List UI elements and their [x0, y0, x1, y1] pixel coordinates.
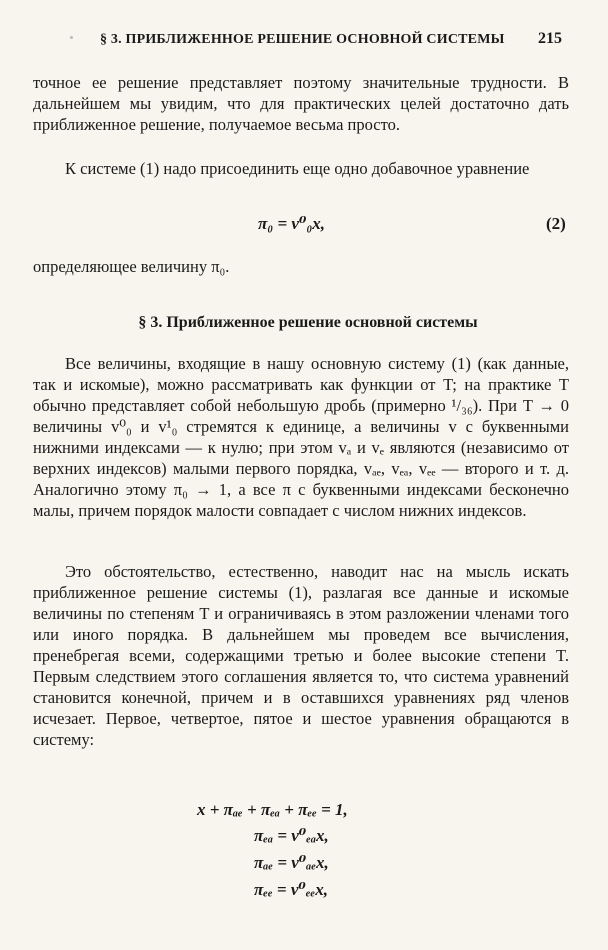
system-line-2: πₑₐ = v⁰ₑₐx,	[254, 826, 329, 845]
system-line-3: πₐₑ = v⁰ₐₑx,	[254, 853, 329, 872]
system-line-4: πₑₑ = v⁰ₑₑx,	[254, 880, 329, 899]
equation-2	[0, 214, 608, 238]
paragraph-1: точное ее решение представляет поэтому значительные трудности. В дальнейшем мы увидим, что для практических целей достаточно дать приближенное решение, получаемое весьма просто.	[33, 73, 569, 134]
running-head	[0, 28, 608, 52]
page-number: 215	[538, 30, 562, 47]
running-title: § 3. ПРИБЛИЖЕННОЕ РЕШЕНИЕ ОСНОВНОЙ СИСТЕМЫ	[100, 32, 505, 47]
equation-2-expression: π₀ = v⁰₀x,	[258, 214, 326, 233]
system-line-1: x + πₐₑ + πₑₐ + πₑₑ = 1,	[197, 800, 348, 819]
section-title: § 3. Приближенное решение основной системы	[138, 314, 478, 331]
equation-2-number: (2)	[546, 214, 566, 233]
paragraph-3: определяющее величину π₀.	[33, 257, 230, 276]
paragraph-2: К системе (1) надо присоединить еще одно добавочное уравнение	[65, 159, 530, 178]
paragraph-4: Все величины, входящие в нашу основную систему (1) (как данные, так и искомые), можно рассматривать как функции от T; на практике T обычно представляет собой небольшую дробь (примерно ¹/₃₆). При T → 0 величины v⁰₀ и v¹₀ стремятся к единице, а величины v с буквенными нижними индексами — к нулю; при этом vₐ и vₑ являются (независимо от верхних индексов) малыми первого порядка, vₐₑ, vₑₐ, vₑₑ — второго и т. д. Аналогично этому π₀ → 1, а все π с буквенными индексами бесконечно малы, причем порядок малости совпадает с числом нижних индексов.	[33, 354, 569, 520]
paragraph-5: Это обстоятельство, естественно, наводит нас на мысль искать приближенное решение системы (1), разлагая все данные и искомые величины по степеням T и ограничиваясь в этом разложении членами того или иного порядка. В дальнейшем мы проведем все вычисления, пренебрегая всеми, содержащими третью и более высокие степени T. Первым следствием этого соглашения является то, что система уравнений становится конечной, причем и в оставшихся уравнениях ряд членов исчезает. Первое, четвертое, пятое и шестое уравнения обращаются в систему:	[33, 562, 569, 749]
